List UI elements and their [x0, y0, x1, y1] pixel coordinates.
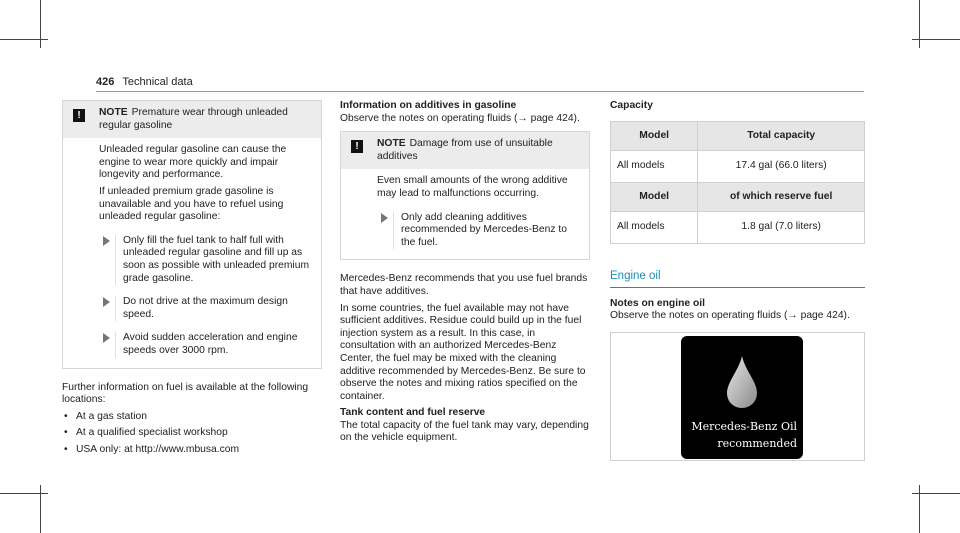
notes-text[interactable]: Observe the notes on operating fluids (→ page 424).: [610, 310, 850, 322]
note-label: NOTE: [99, 107, 128, 118]
step-text: Only fill the fuel tank to half full with unleaded regular gasoline and fill up as soon as possible with unleaded premium grade gasoline.: [123, 234, 310, 284]
arrow-right-icon: [381, 213, 388, 223]
crop-mark: [919, 0, 920, 48]
list-item: • At a gas station: [62, 411, 322, 424]
logo-text: recommended: [717, 436, 797, 450]
note-text: If unleaded premium grade gasoline is unavailable and you have to refuel using unleaded regular gasoline:: [99, 185, 284, 223]
note-box-additives: [340, 131, 590, 260]
step-item: [99, 235, 313, 285]
capacity-title: Capacity: [610, 100, 653, 111]
further-info: Further information on fuel is available at the following locations:: [62, 381, 309, 406]
warning-icon: !: [351, 140, 363, 153]
section-title: Technical data: [122, 76, 193, 88]
arrow-right-icon: [103, 333, 110, 343]
page-number: 426: [96, 76, 115, 88]
logo-text: Mercedes-Benz Oil: [691, 419, 797, 433]
engine-oil-heading: Engine oil: [610, 270, 865, 288]
crop-mark: [912, 493, 960, 494]
oil-drop-icon: [727, 356, 757, 408]
paragraph: In some countries, the fuel available may not have sufficient additives. Residue could build up in the fuel injection system as a result. In this case, in consultation with an authorized Mercedes-Benz Center, the fuel may be mixed with the cleaning additive recommended by Mercedes-Benz. Be sure to observe the notes and mixing ratios specified on the container.: [340, 302, 586, 402]
note-text: Unleaded regular gasoline can cause the engine to wear more quickly and impair longevity and performance.: [99, 144, 287, 181]
mercedes-oil-logo: [681, 336, 803, 459]
step-text: Do not drive at the maximum design speed.: [123, 296, 288, 320]
page-header: [96, 76, 193, 88]
note-title: Premature wear through unleaded regular gasoline: [99, 107, 288, 131]
header-rule: [96, 91, 864, 92]
table-cell: All models: [611, 212, 698, 244]
list-item: • At a qualified specialist workshop: [62, 427, 322, 440]
warning-icon: !: [73, 109, 85, 122]
table-cell: All models: [611, 151, 698, 183]
notes-heading: Notes on engine oil: [610, 297, 705, 309]
note-label: NOTE: [377, 138, 406, 150]
crop-mark: [0, 39, 48, 40]
list-item: • USA only: at http://www.mbusa.com: [62, 444, 322, 457]
table-header: Total capacity: [698, 121, 865, 151]
oil-logo-frame: [610, 332, 865, 461]
step-text: Only add cleaning additives recommended by Mercedes-Benz to the fuel.: [401, 211, 567, 248]
step-item: [99, 332, 313, 357]
note-box-unleaded: [62, 100, 322, 369]
crop-mark: [40, 0, 41, 48]
note-header: [63, 101, 321, 138]
column-middle: [340, 100, 590, 445]
crop-mark: [0, 493, 48, 494]
table-header: Model: [611, 182, 698, 212]
arrow-right-icon: [103, 297, 110, 307]
capacity-table: [610, 121, 865, 244]
table-cell: 17.4 gal (66.0 liters): [698, 151, 865, 183]
table-header: Model: [611, 121, 698, 151]
arrow-right-icon: [103, 236, 110, 246]
table-header: of which reserve fuel: [698, 182, 865, 212]
crop-mark: [912, 39, 960, 40]
paragraph: Mercedes-Benz recommends that you use fuel brands that have additives.: [340, 273, 588, 297]
note-body: [341, 169, 589, 259]
table-header-row: [611, 121, 865, 151]
table-row: [611, 151, 865, 183]
paragraph: The total capacity of the fuel tank may vary, depending on the vehicle equipment.: [340, 419, 589, 444]
column-left: [62, 100, 322, 456]
step-text: Avoid sudden acceleration and engine speeds over 3000 rpm.: [123, 332, 298, 356]
intro-text[interactable]: Observe the notes on operating fluids (→ page 424).: [340, 112, 580, 124]
note-body: [63, 138, 321, 367]
table-cell: 1.8 gal (7.0 liters): [698, 212, 865, 244]
section-heading: Tank content and fuel reserve: [340, 407, 486, 419]
table-header-row: [611, 182, 865, 212]
note-text: Even small amounts of the wrong additive may lead to malfunctions occurring.: [377, 175, 568, 199]
section-heading: Information on additives in gasoline: [340, 100, 517, 111]
step-item: [99, 296, 313, 321]
note-title: Damage from use of unsuitable additives: [377, 138, 553, 162]
note-header: [341, 132, 589, 169]
column-right: [610, 100, 865, 461]
table-row: [611, 212, 865, 244]
step-item: [377, 212, 581, 250]
